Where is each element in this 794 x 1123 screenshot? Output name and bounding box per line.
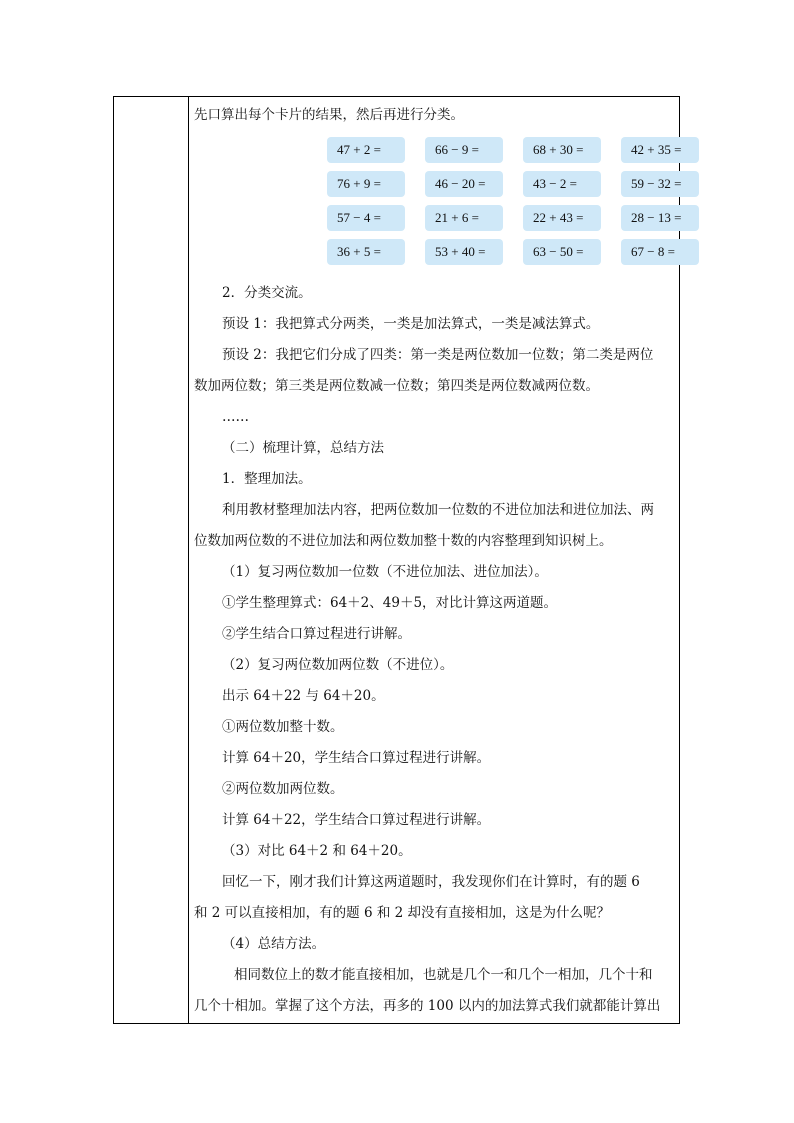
text-line: 数加两位数；第三类是两位数减一位数；第四类是两位数减两位数。 xyxy=(194,378,599,394)
calc-card: 66 − 9 = xyxy=(425,137,503,163)
calc-card: 28 − 13 = xyxy=(621,205,699,231)
text-line: 2．分类交流。 xyxy=(222,285,312,301)
text-line: （4）总结方法。 xyxy=(222,936,326,952)
text-line: 回忆一下，刚才我们计算这两道题时，我发现你们在计算时，有的题 6 xyxy=(222,874,640,890)
text-line: 先口算出每个卡片的结果，然后再进行分类。 xyxy=(194,107,464,123)
text-line: ②学生结合口算过程进行讲解。 xyxy=(222,626,411,642)
text-line: ②两位数加两位数。 xyxy=(222,781,344,797)
lesson-table xyxy=(113,96,680,1024)
calc-card: 21 + 6 = xyxy=(425,205,503,231)
text-line: 1．整理加法。 xyxy=(222,471,312,487)
text-line: 几个十相加。掌握了这个方法，再多的 100 以内的加法算式我们就都能计算出 xyxy=(194,998,661,1014)
calc-card: 68 + 30 = xyxy=(523,137,601,163)
calc-card: 36 + 5 = xyxy=(327,239,405,265)
left-column xyxy=(114,97,189,1023)
calc-card: 47 + 2 = xyxy=(327,137,405,163)
calc-card: 59 − 32 = xyxy=(621,171,699,197)
text-line: 预设 1：我把算式分两类，一类是加法算式，一类是减法算式。 xyxy=(222,316,600,332)
text-line: （二）梳理计算，总结方法 xyxy=(222,440,384,456)
text-line: 相同数位上的数才能直接相加，也就是几个一和几个一相加，几个十和 xyxy=(234,967,653,983)
text-line: （1）复习两位数加一位数（不进位加法、进位加法）。 xyxy=(222,564,548,580)
text-line: ①学生整理算式：64＋2、49＋5，对比计算这两道题。 xyxy=(222,595,558,611)
calc-card: 53 + 40 = xyxy=(425,239,503,265)
text-line: （3）对比 64＋2 和 64＋20。 xyxy=(222,843,412,859)
calc-card: 57 − 4 = xyxy=(327,205,405,231)
text-line: 利用教材整理加法内容，把两位数加一位数的不进位加法和进位加法、两 xyxy=(222,502,654,518)
text-line: 计算 64＋20，学生结合口算过程进行讲解。 xyxy=(222,750,491,766)
text-line: 计算 64＋22，学生结合口算过程进行讲解。 xyxy=(222,812,491,828)
text-line: 和 2 可以直接相加，有的题 6 和 2 却没有直接相加，这是为什么呢？ xyxy=(194,905,611,921)
calc-card: 67 − 8 = xyxy=(621,239,699,265)
text-line: （2）复习两位数加两位数（不进位）。 xyxy=(222,657,454,673)
calc-card: 46 − 20 = xyxy=(425,171,503,197)
text-line: 预设 2：我把它们分成了四类：第一类是两位数加一位数；第二类是两位 xyxy=(222,347,654,363)
text-line: 位数加两位数的不进位加法和两位数加整十数的内容整理到知识树上。 xyxy=(194,533,613,549)
calc-card: 22 + 43 = xyxy=(523,205,601,231)
calc-card: 76 + 9 = xyxy=(327,171,405,197)
text-line: ①两位数加整十数。 xyxy=(222,719,344,735)
calc-card: 43 − 2 = xyxy=(523,171,601,197)
calc-card: 63 − 50 = xyxy=(523,239,601,265)
text-line: …… xyxy=(222,409,249,425)
calc-card: 42 + 35 = xyxy=(621,137,699,163)
text-line: 出示 64＋22 与 64＋20。 xyxy=(222,688,385,704)
